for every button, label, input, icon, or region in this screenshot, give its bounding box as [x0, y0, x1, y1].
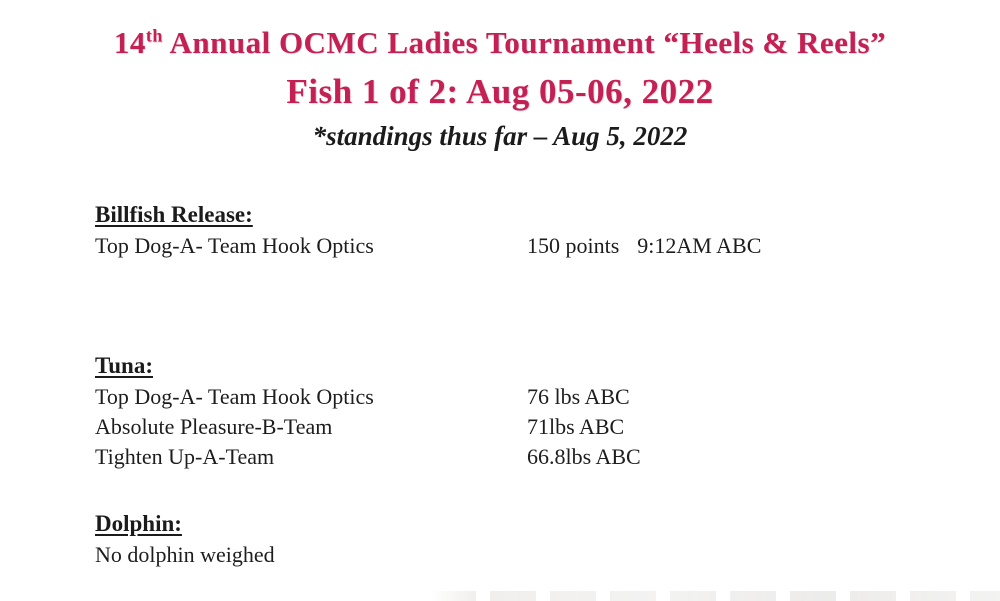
section-tuna — [95, 349, 1000, 472]
row-result: 76 lbs ABC — [527, 384, 630, 409]
section-billfish-release — [95, 198, 1000, 261]
standings-row — [95, 442, 1000, 472]
no-catch-note: No dolphin weighed — [95, 542, 275, 567]
row-result: 66.8lbs ABC — [527, 444, 641, 469]
team-name: Tighten Up-A-Team — [95, 444, 275, 469]
section-heading-billfish: Billfish Release: — [95, 202, 253, 227]
standings-content — [95, 198, 1000, 570]
row-result: 71lbs ABC — [527, 414, 625, 439]
title-ordinal-superscript: th — [145, 25, 163, 46]
row-result: 150 points — [527, 233, 620, 258]
team-name: Absolute Pleasure-B-Team — [95, 414, 333, 439]
standings-row — [95, 382, 1000, 412]
team-name: Top Dog-A- Team Hook Optics — [95, 384, 374, 409]
section-dolphin — [95, 507, 1000, 570]
section-heading-tuna: Tuna: — [95, 353, 153, 378]
document-title — [0, 22, 1000, 64]
standings-row — [95, 231, 1000, 261]
standings-row — [95, 412, 1000, 442]
standings-note: *standings thus far – Aug 5, 2022 — [312, 121, 688, 151]
document-subtitle-date: Fish 1 of 2: Aug 05-06, 2022 — [286, 72, 714, 111]
section-heading-dolphin: Dolphin: — [95, 511, 182, 536]
cutoff-next-line-artifact — [430, 591, 1000, 601]
row-detail: 9:12AM ABC — [637, 233, 762, 258]
title-prefix: 14 — [113, 25, 146, 60]
team-name: Top Dog-A- Team Hook Optics — [95, 233, 374, 258]
title-rest: Annual OCMC Ladies Tournament “Heels & Reels” — [162, 25, 887, 60]
standings-row — [95, 540, 1000, 570]
document-header — [0, 0, 1000, 154]
